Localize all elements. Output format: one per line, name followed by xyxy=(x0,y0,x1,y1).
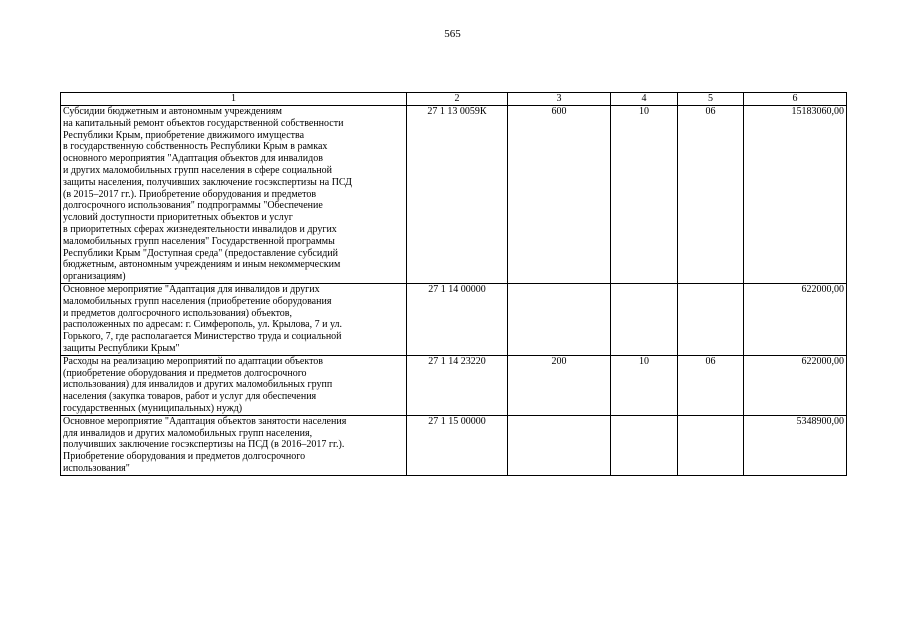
row-col5 xyxy=(678,415,744,475)
row-code: 27 1 15 00000 xyxy=(407,415,508,475)
row-col4 xyxy=(611,283,678,355)
header-col-3: 3 xyxy=(508,93,611,106)
header-col-2: 2 xyxy=(407,93,508,106)
table-row xyxy=(61,415,847,475)
row-description: Основное мероприятие "Адаптация объектов занятости населения для инвалидов и других маломобильных групп населения, получивших заключение госэкспертизы на ПСД (в 2016–2017 гг.). Приобретение оборудования и предметов долгосрочного использования" xyxy=(61,415,407,475)
budget-table xyxy=(60,92,847,476)
row-col3: 200 xyxy=(508,355,611,415)
row-amount: 622000,00 xyxy=(744,283,847,355)
row-col3 xyxy=(508,415,611,475)
row-col5: 06 xyxy=(678,355,744,415)
table-row xyxy=(61,283,847,355)
table-row xyxy=(61,106,847,284)
row-col4 xyxy=(611,415,678,475)
table-row xyxy=(61,355,847,415)
row-description: Субсидии бюджетным и автономным учреждениям на капитальный ремонт объектов государственной собственности Республики Крым, приобретение движимого имущества в государственную собственность Республики Крым в рамках основного мероприятия "Адаптация объектов для инвалидов и других маломобильных групп населения в сфере социальной защиты населения, получивших заключение госэкспертизы на ПСД (в 2015–2017 гг.). Приобретение оборудования и предметов долгосрочного использования" подпрограммы "Обеспечение условий доступности приоритетных объектов и услуг в приоритетных сферах жизнедеятельности инвалидов и других маломобильных групп населения" Государственной программы Республики Крым "Доступная среда" (предоставление субсидий бюджетным, автономным учреждениям и иным некоммерческим организациям) xyxy=(61,106,407,284)
header-col-4: 4 xyxy=(611,93,678,106)
header-row xyxy=(61,93,847,106)
row-code: 27 1 14 23220 xyxy=(407,355,508,415)
row-col3 xyxy=(508,283,611,355)
header-col-1: 1 xyxy=(61,93,407,106)
header-col-6: 6 xyxy=(744,93,847,106)
row-col4: 10 xyxy=(611,106,678,284)
row-amount: 5348900,00 xyxy=(744,415,847,475)
row-col4: 10 xyxy=(611,355,678,415)
page-number: 565 xyxy=(444,28,461,40)
row-amount: 15183060,00 xyxy=(744,106,847,284)
row-description: Расходы на реализацию мероприятий по адаптации объектов (приобретение оборудования и предметов долгосрочного использования) для инвалидов и других маломобильных групп населения (закупка товаров, работ и услуг для обеспечения государственных (муниципальных) нужд) xyxy=(61,355,407,415)
row-col3: 600 xyxy=(508,106,611,284)
row-amount: 622000,00 xyxy=(744,355,847,415)
row-col5: 06 xyxy=(678,106,744,284)
row-col5 xyxy=(678,283,744,355)
row-description: Основное мероприятие "Адаптация для инвалидов и других маломобильных групп населения (приобретение оборудования и предметов долгосрочного использования) объектов, расположенных по адресам: г. Симферополь, ул. Крылова, 7 и ул. Горького, 7, где располагается Министерство труда и социальной защиты Республики Крым" xyxy=(61,283,407,355)
row-code: 27 1 14 00000 xyxy=(407,283,508,355)
header-col-5: 5 xyxy=(678,93,744,106)
row-code: 27 1 13 0059К xyxy=(407,106,508,284)
